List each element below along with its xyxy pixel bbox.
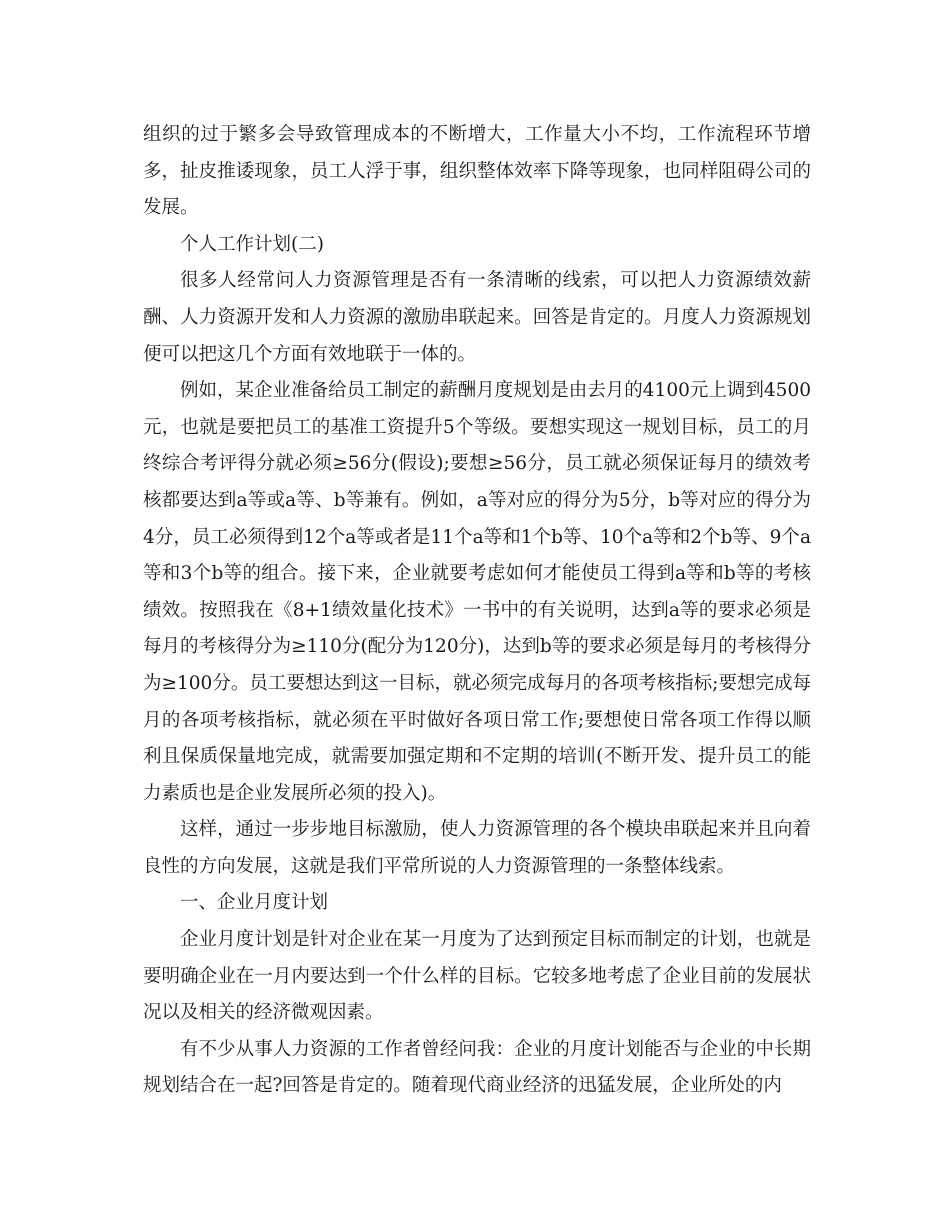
paragraph-continued: 组织的过于繁多会导致管理成本的不断增大，工作量大小不均，工作流程环节增多，扯皮推诿现象，员工人浮于事，组织整体效率下降等现象，也同样阻碍公司的发展。 bbox=[143, 124, 811, 219]
section-heading-plan-two: 个人工作计划(二) bbox=[180, 233, 324, 255]
section-heading-monthly-plan: 一、企业月度计划 bbox=[180, 892, 329, 914]
paragraph: 企业月度计划是针对企业在某一月度为了达到预定目标而制定的计划，也就是要明确企业在一月内要达到一个什么样的目标。它较多地考虑了企业目前的发展状况以及相关的经济微观因素。 bbox=[143, 929, 811, 1024]
paragraph: 很多人经常问人力资源管理是否有一条清晰的线索，可以把人力资源绩效薪酬、人力资源开发和人力资源的激励串联起来。回答是肯定的。月度人力资源规划便可以把这几个方面有效地联于一体的。 bbox=[143, 270, 811, 365]
paragraph: 有不少从事人力资源的工作者曾经问我：企业的月度计划能否与企业的中长期规划结合在一起?回答是肯定的。随着现代商业经济的迅猛发展，企业所处的内 bbox=[143, 1038, 811, 1097]
document-body bbox=[143, 117, 811, 1105]
paragraph: 例如，某企业准备给员工制定的薪酬月度规划是由去月的4100元上调到4500元，也就是要把员工的基准工资提升5个等级。要想实现这一规划目标，员工的月终综合考评得分就必须≥56分(假设);要想≥56分，员工就必须保证每月的绩效考核都要达到a等或a等、b等兼有。例如，a等对应的得分为5分，b等对应的得分为4分，员工必须得到12个a等或者是11个a等和1个b等、10个a等和2个b等、9个a等和3个b等的组合。接下来，企业就要考虑如何才能使员工得到a等和b等的考核绩效。按照我在《8+1绩效量化技术》一书中的有关说明，达到a等的要求必须是每月的考核得分为≥110分(配分为120分)，达到b等的要求必须是每月的考核得分为≥100分。员工要想达到这一目标，就必须完成每月的各项考核指标;要想完成每月的各项考核指标，就必须在平时做好各项日常工作;要想使日常各项工作得以顺利且保质保量地完成，就需要加强定期和不定期的培训(不断开发、提升员工的能力素质也是企业发展所必须的投入)。 bbox=[143, 380, 811, 804]
paragraph: 这样，通过一步步地目标激励，使人力资源管理的各个模块串联起来并且向着良性的方向发展，这就是我们平常所说的人力资源管理的一条整体线索。 bbox=[143, 819, 811, 877]
